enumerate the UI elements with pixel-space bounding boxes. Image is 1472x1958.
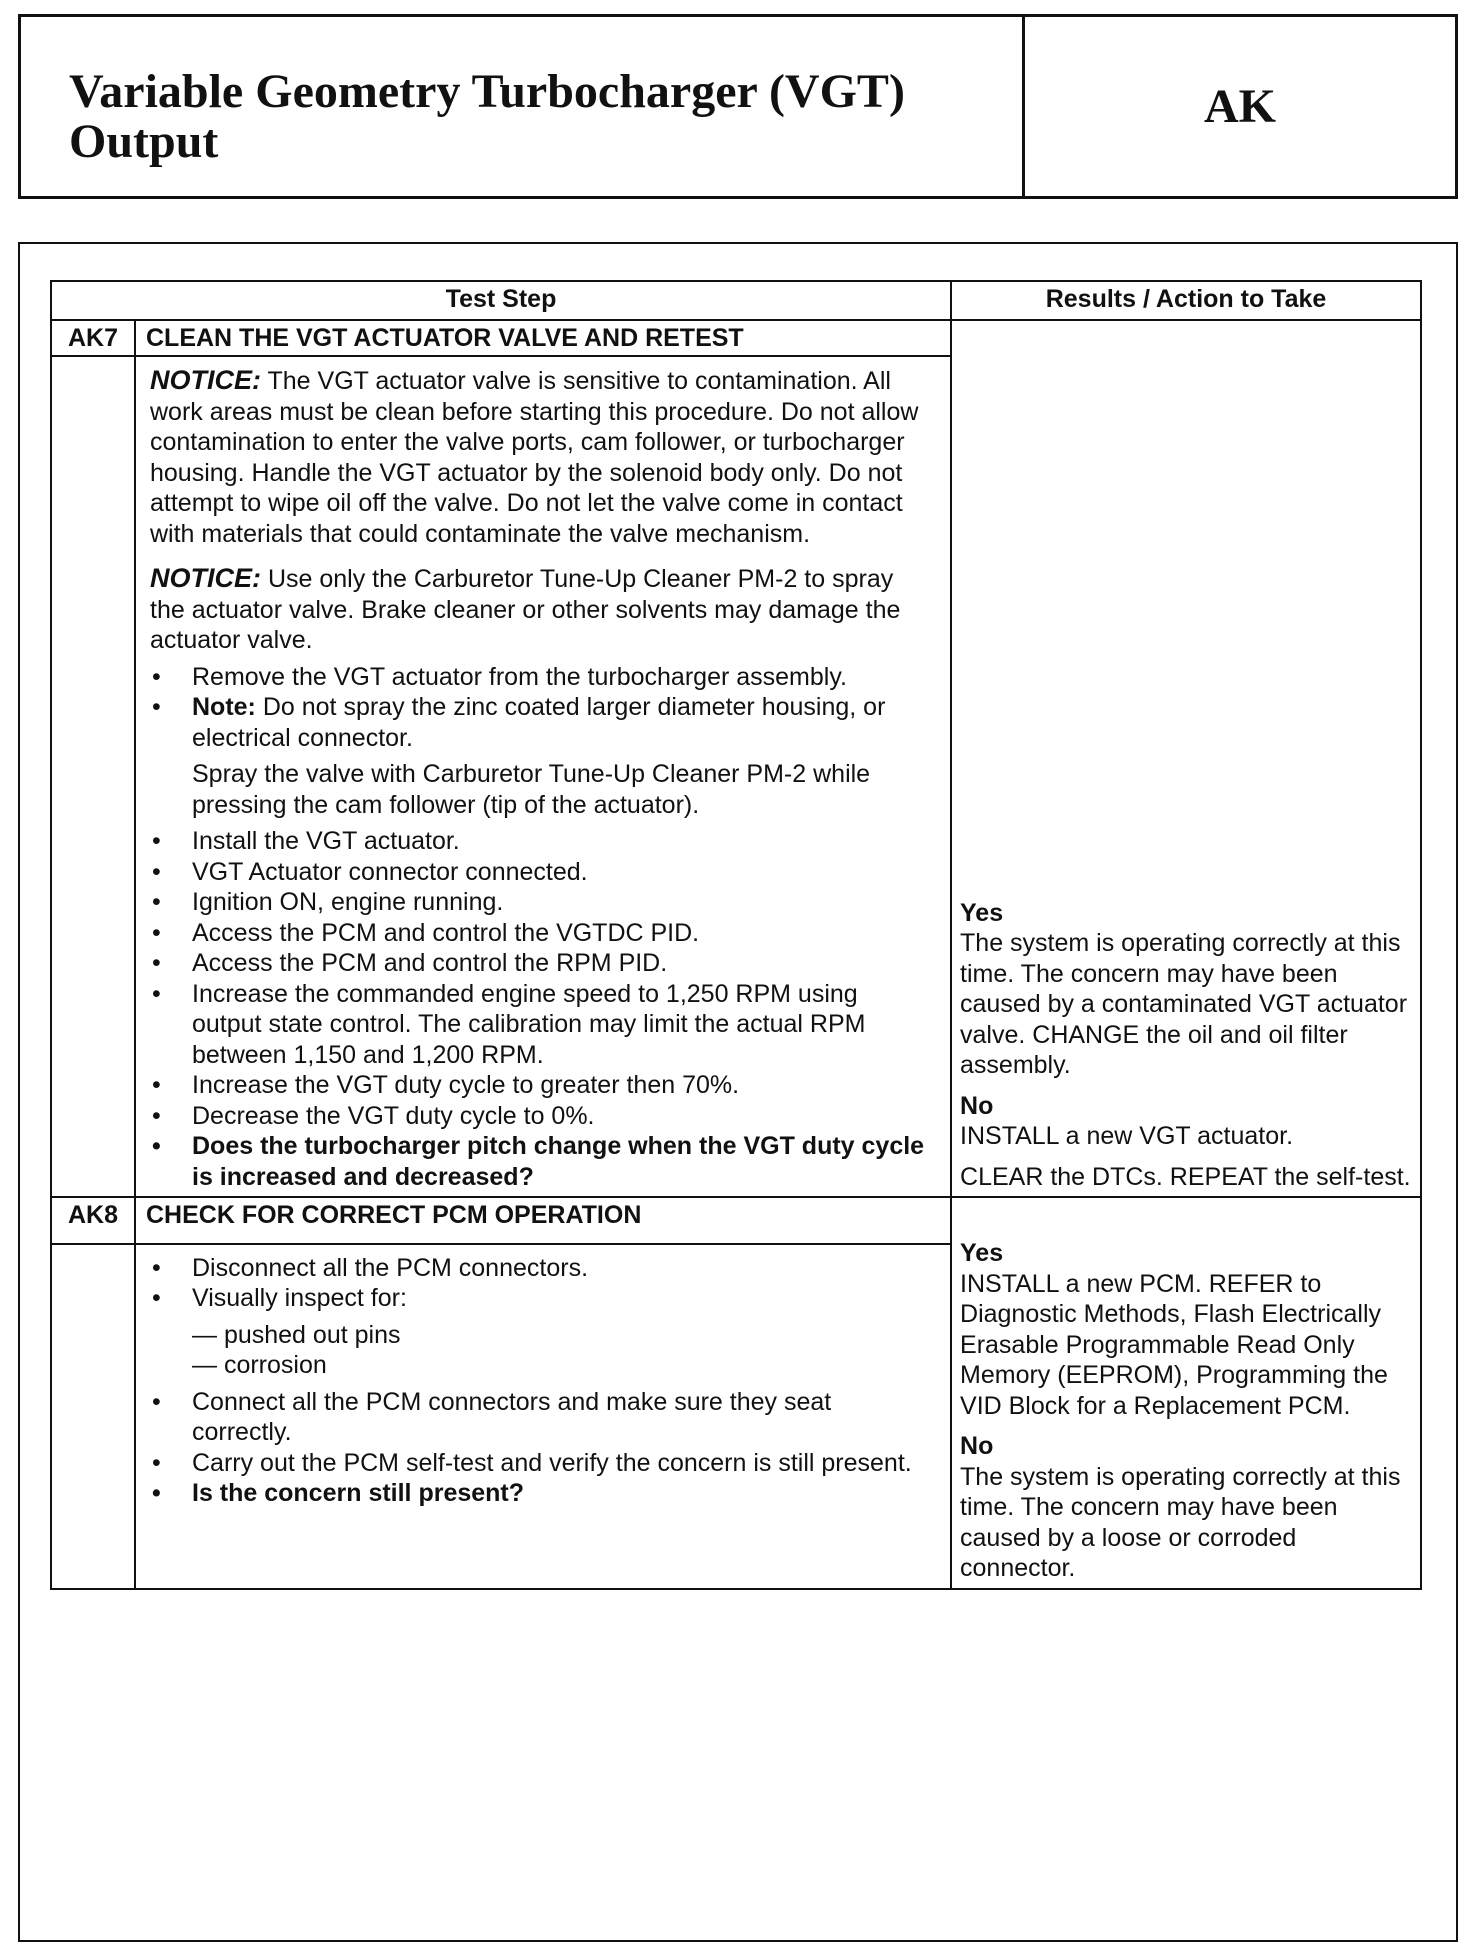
step-ak8-list xyxy=(150,1253,926,1314)
step-question: • Does the turbocharger pitch change when the VGT duty cycle is increased and decreased? xyxy=(150,1131,926,1192)
step-body-ak7 xyxy=(135,356,951,1197)
result-yes-label: Yes xyxy=(960,1239,1004,1267)
page-header xyxy=(18,14,1458,199)
list-item: • Note: Do not spray the zinc coated larger diameter housing, or electrical connector. xyxy=(150,692,926,753)
list-item: • Access the PCM and control the RPM PID. xyxy=(150,948,926,979)
result-yes-text: INSTALL a new PCM. REFER to Diagnostic Methods, Flash Electrically Erasable Programmable Read Only Memory (EEPROM), Programming the VID Block for a Replacement PCM. xyxy=(960,1269,1388,1420)
list-item: • Install the VGT actuator. xyxy=(150,826,926,857)
column-header-results: Results / Action to Take xyxy=(951,281,1421,320)
step-id-ak7: AK7 xyxy=(51,320,135,357)
list-item: • Carry out the PCM self-test and verify the concern is still present. xyxy=(150,1448,926,1479)
list-item: • Decrease the VGT duty cycle to 0%. xyxy=(150,1101,926,1132)
result-yes-label: Yes xyxy=(960,898,1004,927)
result-yes-text: The system is operating correctly at this time. The concern may have been caused by a contaminated VGT actuator valve. CHANGE the oil and oil filter assembly. xyxy=(960,929,1408,1079)
list-item: • Increase the commanded engine speed to 1,250 RPM using output state control. The calibration may limit the actual RPM between 1,150 and 1,200 RPM. xyxy=(150,979,926,1071)
results-ak7 xyxy=(951,320,1421,1198)
step-id-ak8: AK8 xyxy=(51,1197,135,1244)
sub-item: — corrosion xyxy=(192,1351,327,1380)
notice-contamination: NOTICE: The VGT actuator valve is sensitive to contamination. All work areas must be clean before starting this procedure. Do not allow contamination to enter the valve ports, cam follower, or turbocharger housing. Handle the VGT actuator by the solenoid body only. Do not attempt to wipe oil off the valve. Do not let the valve come in contact with materials that could contaminate the valve mechanism. xyxy=(150,365,919,548)
inspect-sublist xyxy=(150,1320,926,1381)
result-no-text: The system is operating correctly at this time. The concern may have been caused by a loose or corroded connector. xyxy=(960,1462,1401,1582)
list-item: • Remove the VGT actuator from the turbocharger assembly. xyxy=(150,662,926,693)
list-item: • Connect all the PCM connectors and make sure they seat correctly. xyxy=(150,1387,926,1448)
list-item: • Disconnect all the PCM connectors. xyxy=(150,1253,926,1284)
list-item: • Access the PCM and control the VGTDC PID. xyxy=(150,918,926,949)
result-no-text-2: CLEAR the DTCs. REPEAT the self-test. xyxy=(960,1162,1411,1191)
step-body-ak8 xyxy=(135,1244,951,1589)
step-title-ak8: CHECK FOR CORRECT PCM OPERATION xyxy=(135,1197,951,1244)
list-item: • Ignition ON, engine running. xyxy=(150,887,926,918)
column-header-test-step: Test Step xyxy=(51,281,951,320)
result-no-label: No xyxy=(960,1091,994,1120)
step-question: • Is the concern still present? xyxy=(150,1478,926,1509)
step-ak8-list-2 xyxy=(150,1387,926,1509)
page-title-line-2: Output xyxy=(69,115,219,168)
list-item-continuation: Spray the valve with Carburetor Tune-Up Cleaner PM-2 while pressing the cam follower (tip of the actuator). xyxy=(192,760,871,819)
list-item: • Visually inspect for: xyxy=(150,1283,926,1314)
page-title xyxy=(21,17,1025,196)
page-title-line-1: Variable Geometry Turbocharger (VGT) xyxy=(69,65,905,118)
results-ak8 xyxy=(951,1197,1421,1589)
sub-item: — pushed out pins xyxy=(192,1320,401,1349)
result-no-text-1: INSTALL a new VGT actuator. xyxy=(960,1122,1294,1150)
notice-cleaner: NOTICE: Use only the Carburetor Tune-Up Cleaner PM-2 to spray the actuator valve. Brake cleaner or other solvents may damage the actuator valve. xyxy=(150,563,901,654)
section-code: AK xyxy=(1204,80,1276,133)
list-item: • VGT Actuator connector connected. xyxy=(150,857,926,888)
list-item: • Increase the VGT duty cycle to greater then 70%. xyxy=(150,1070,926,1101)
result-no-label: No xyxy=(960,1432,994,1460)
step-ak7-title-row xyxy=(51,320,1421,357)
test-step-table xyxy=(50,280,1422,1590)
step-ak8-title-row xyxy=(51,1197,1421,1244)
step-title-ak7: CLEAN THE VGT ACTUATOR VALVE AND RETEST xyxy=(135,320,951,357)
content-frame xyxy=(18,242,1458,1942)
step-ak7-list xyxy=(150,662,926,1193)
table-header-row xyxy=(51,281,1421,320)
